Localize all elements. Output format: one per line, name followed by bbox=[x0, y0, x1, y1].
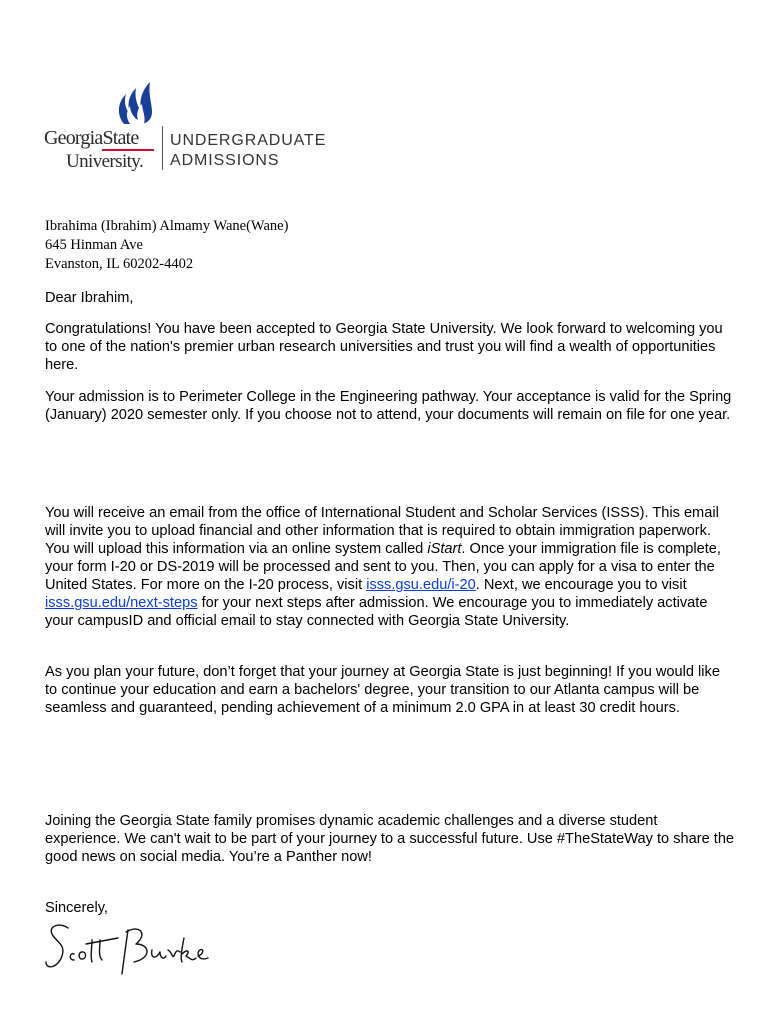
recipient-name: Ibrahima (Ibrahim) Almamy Wane(Wane) bbox=[45, 218, 289, 234]
paragraph-isss-information bbox=[45, 504, 735, 630]
flame-logo-icon bbox=[112, 80, 158, 126]
closing: Sincerely, bbox=[45, 900, 108, 916]
paragraph-isss-part3: . Next, we encourage you to visit bbox=[475, 577, 687, 593]
paragraph-future-plans: As you plan your future, don’t forget that your journey at Georgia State is just beginning! If you would like to continue your education and earn a bachelors' degree, your transition to our Atlanta campus will be seamless and guaranteed, pending achievement of a minimum 2.0 GPA in at least 30 credit hours. bbox=[45, 664, 720, 716]
university-wordmark bbox=[44, 128, 156, 171]
letterhead-divider bbox=[162, 126, 163, 170]
paragraph-admission-details: Your admission is to Perimeter College in the Engineering pathway. Your acceptance is valid for the Spring (January) 2020 semester only. If you choose not to attend, your documents will remain on file for one year. bbox=[45, 389, 732, 423]
recipient-address bbox=[45, 217, 288, 274]
department-line2: ADMISSIONS bbox=[170, 152, 280, 169]
istart-system-name: iStart bbox=[427, 541, 462, 557]
paragraph-isss-part1: You will receive an email from the office of International Student and Scholar Services (ISSS). This email will invite you to upload financial and other information that is required to obtain immigration paperwork. You will upload this information via an online system called bbox=[45, 505, 719, 557]
i20-link[interactable]: isss.gsu.edu/i-20 bbox=[366, 577, 476, 593]
next-steps-link[interactable]: isss.gsu.edu/next-steps bbox=[45, 595, 198, 611]
wordmark-red-underline bbox=[102, 149, 154, 151]
letterhead bbox=[44, 80, 344, 180]
university-wordmark-line2: University. bbox=[66, 151, 144, 172]
recipient-street: 645 Hinman Ave bbox=[45, 237, 143, 253]
greeting: Dear Ibrahim, bbox=[45, 290, 134, 306]
department-name bbox=[170, 131, 326, 171]
signature-image bbox=[40, 918, 210, 980]
department-line1: UNDERGRADUATE bbox=[170, 132, 327, 149]
paragraph-congratulations: Congratulations! You have been accepted to Georgia State University. We look forward to welcoming you to one of the nation's premier urban research universities and trust you will find a wealth of opportunities here. bbox=[45, 321, 723, 373]
paragraph-panther-welcome: Joining the Georgia State family promises dynamic academic challenges and a diverse student experience. We can't wait to be part of your journey to a successful future. Use #TheStateWay to share the good news on social media. You’re a Panther now! bbox=[45, 813, 735, 865]
paragraph-isss-part2: . Once your immigration file is complete, your form I-20 or DS-2019 will be processed and sent to you. Then, you can apply for a visa to enter the United States. For more on the I-20 process, visit bbox=[45, 541, 721, 593]
university-wordmark-line1: GeorgiaState bbox=[44, 127, 139, 149]
paragraph-isss-part4: for your next steps after admission. We encourage you to immediately activate your campusID and official email to stay connected with Georgia State University. bbox=[45, 595, 708, 629]
recipient-city: Evanston, IL 60202-4402 bbox=[45, 256, 194, 272]
